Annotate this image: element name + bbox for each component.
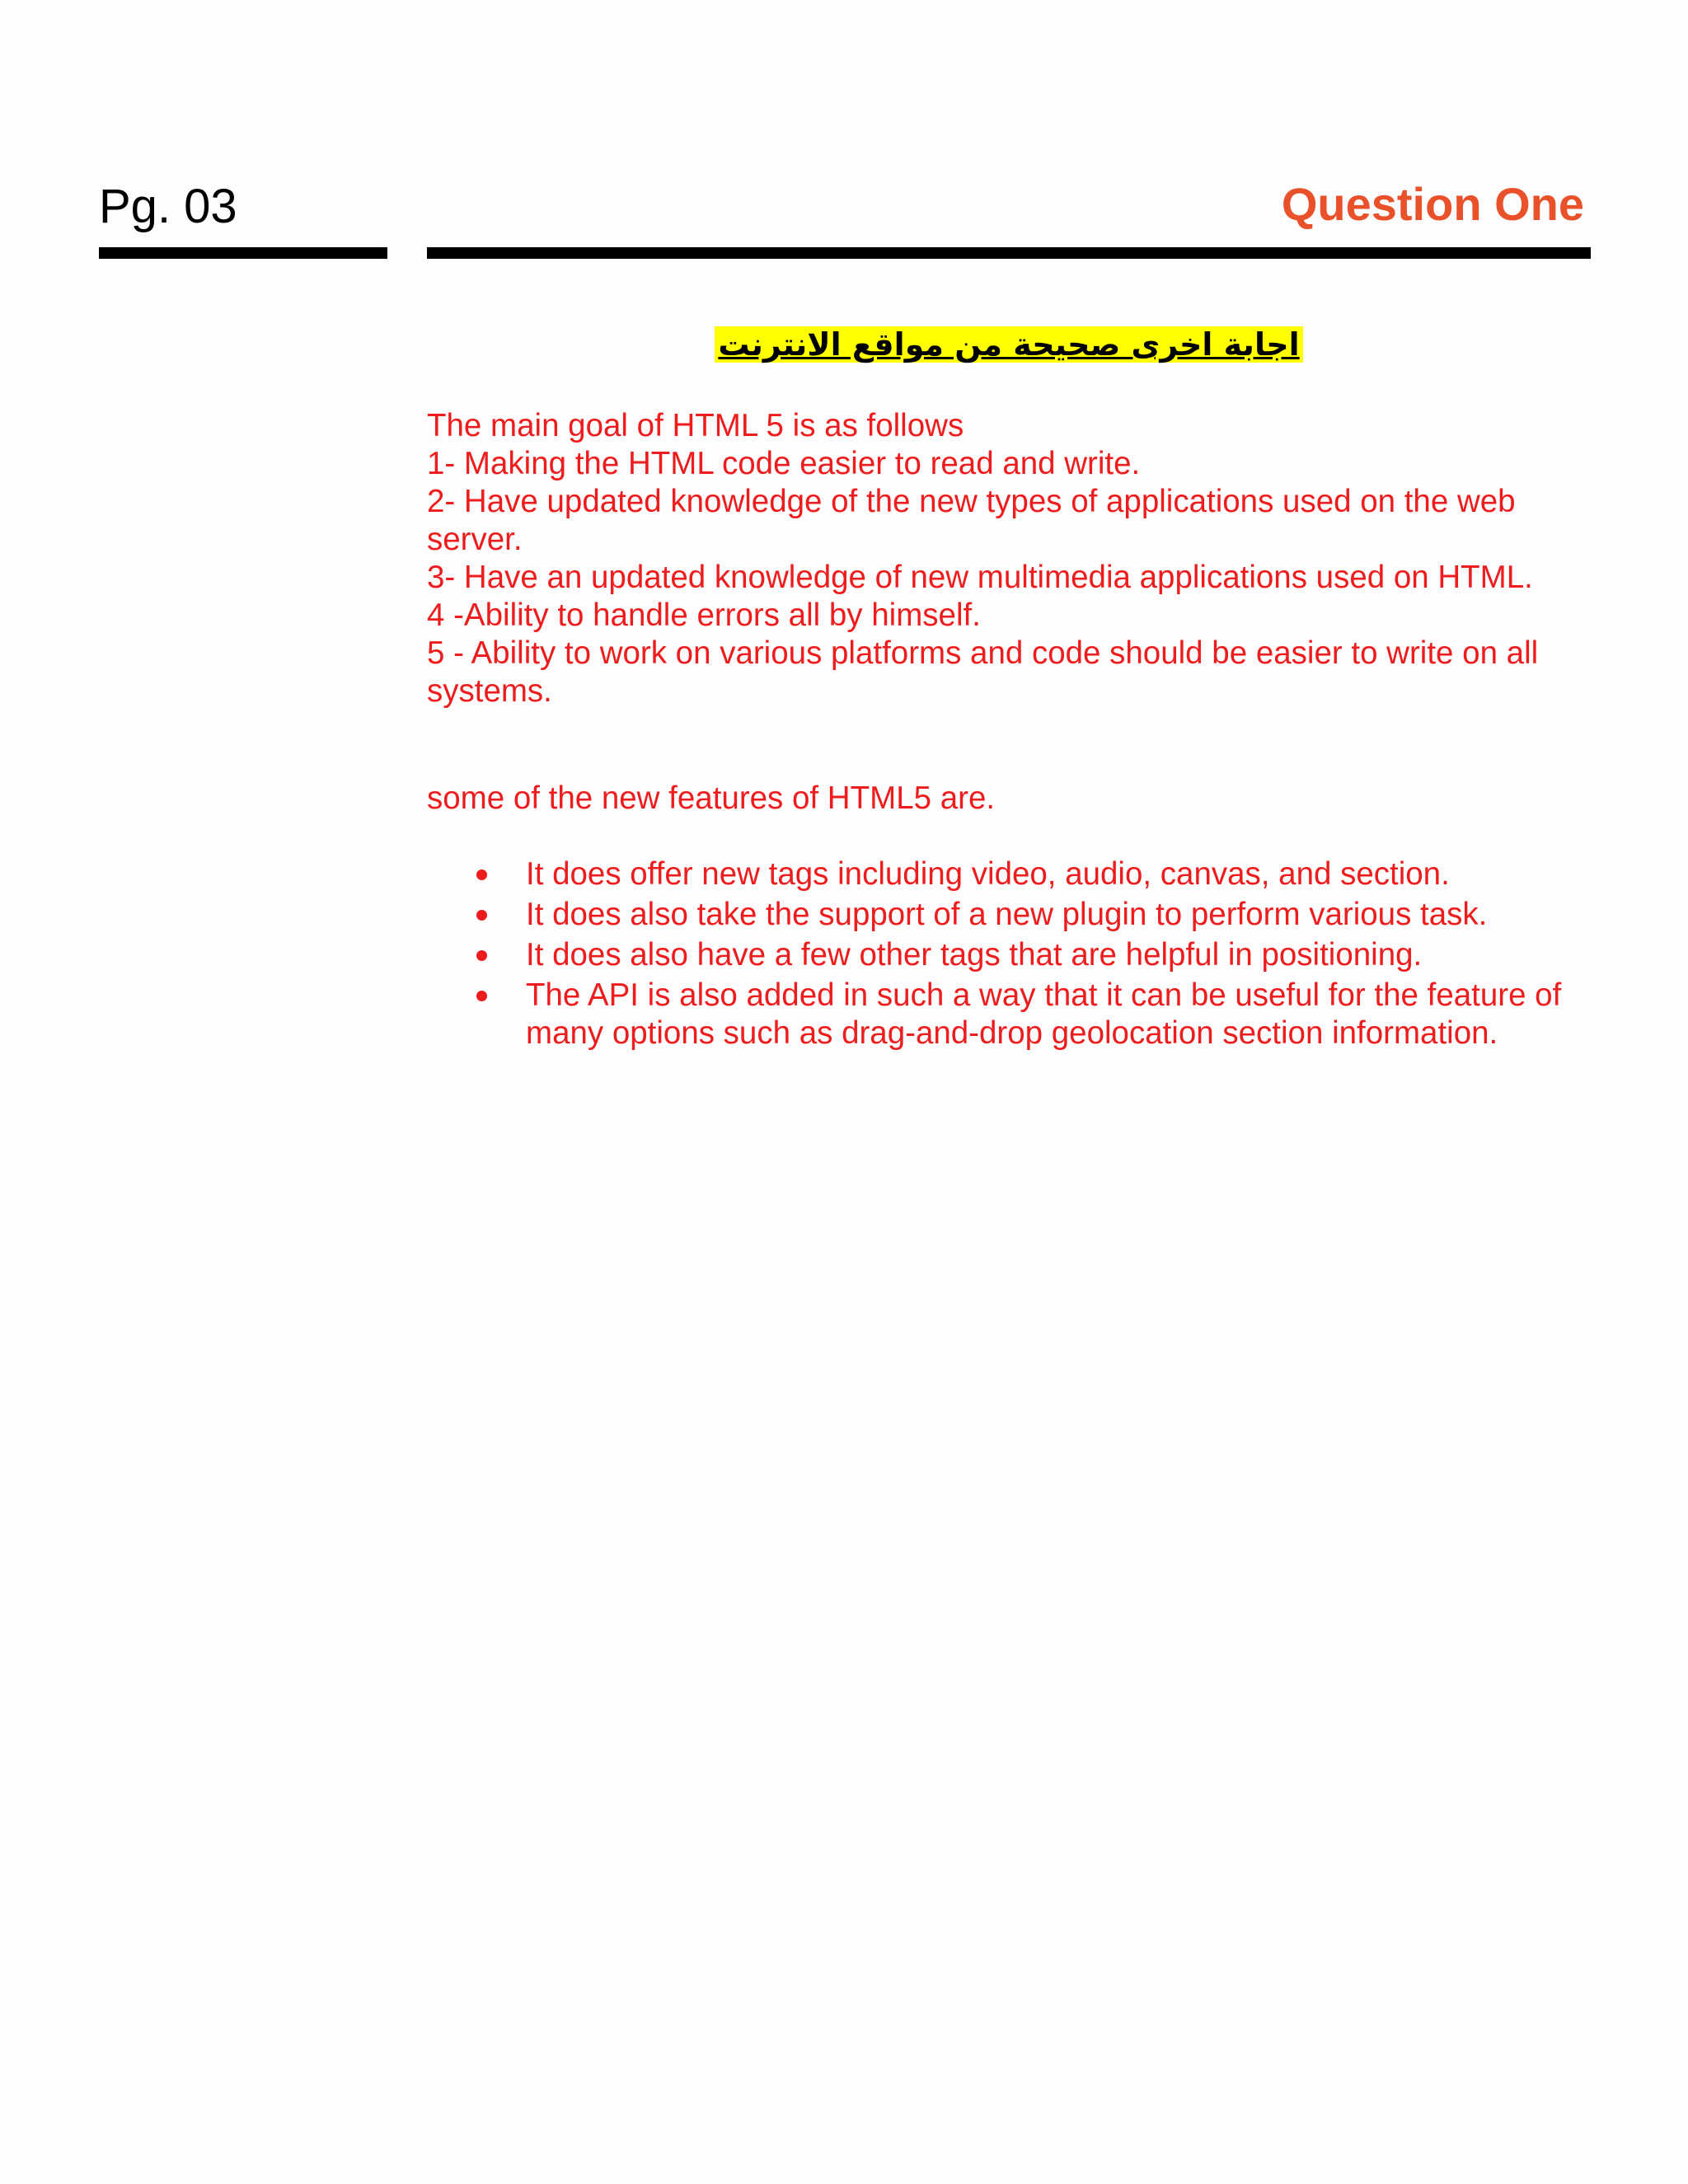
list-item-text: It does offer new tags including video, audio, canvas, and section. [526,856,1450,892]
bullet-icon [476,991,487,1001]
goal-item-1: 1- Making the HTML code easier to read and write. [427,446,1141,481]
bullet-icon [476,910,487,921]
page-number: Pg. 03 [99,180,237,233]
header-rule-left [99,247,387,259]
list-item [427,936,1597,974]
section-title: Question One [1281,178,1584,230]
list-item [427,855,1597,893]
features-list [427,855,1597,1052]
list-item-text: The API is also added in such a way that it can be useful for the feature of many options such as drag-and-drop geolocation section information. [526,977,1562,1051]
bullet-icon [476,869,487,880]
main-content [427,407,1597,1055]
bullet-icon [476,950,487,961]
header-rule-right [427,247,1591,259]
list-item-text: It does also have a few other tags that are helpful in positioning. [526,937,1423,972]
list-item-text: It does also take the support of a new plugin to perform various task. [526,897,1488,932]
goal-item-4: 4 -Ability to handle errors all by himself. [427,598,981,633]
arabic-note-text: اجابة اخرى صحيحة من مواقع الانترنت [715,326,1302,363]
goal-item-3: 3- Have an updated knowledge of new multimedia applications used on HTML. [427,560,1533,595]
arabic-note [427,323,1591,367]
goal-item-2: 2- Have updated knowledge of the new types of applications used on the web server. [427,484,1516,557]
goals-intro: The main goal of HTML 5 is as follows [427,408,964,443]
goal-item-5: 5 - Ability to work on various platforms and code should be easier to write on all systems. [427,635,1539,709]
spacer [427,710,1597,780]
list-item [427,977,1597,1052]
features-intro: some of the new features of HTML5 are. [427,780,996,816]
list-item [427,896,1597,934]
